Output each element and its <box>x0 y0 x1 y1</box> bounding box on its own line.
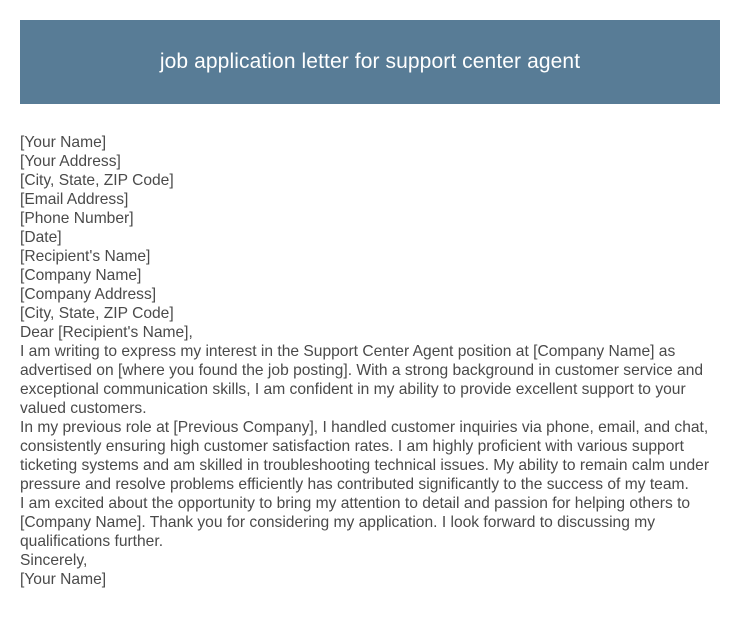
page-title: job application letter for support center agent <box>159 50 581 73</box>
signature: [Your Name] <box>20 571 107 588</box>
sender-email: [Email Address] <box>20 191 129 208</box>
closing: Sincerely, <box>20 552 88 569</box>
letter-body <box>20 133 720 589</box>
recipient-company-address: [Company Address] <box>20 286 157 303</box>
sender-name: [Your Name] <box>20 134 107 151</box>
recipient-name: [Recipient's Name] <box>20 248 151 265</box>
recipient-city-state-zip: [City, State, ZIP Code] <box>20 305 174 322</box>
title-banner <box>20 20 720 104</box>
letter-date: [Date] <box>20 229 62 246</box>
recipient-company: [Company Name] <box>20 267 142 284</box>
paragraph-intro: I am writing to express my interest in the Support Center Agent position at [Company Name] as advertised on [where you found the job posting]. With a strong background in customer service and exceptional communication skills, I am confident in my ability to provide excellent support to your valued customers. <box>20 343 704 417</box>
paragraph-closing: I am excited about the opportunity to bring my attention to detail and passion for helping others to [Company Name]. Thank you for considering my application. I look forward to discussing my qualifications further. <box>20 495 691 550</box>
sender-address: [Your Address] <box>20 153 121 170</box>
sender-phone: [Phone Number] <box>20 210 134 227</box>
sender-city-state-zip: [City, State, ZIP Code] <box>20 172 174 189</box>
salutation: Dear [Recipient's Name], <box>20 324 193 341</box>
paragraph-experience: In my previous role at [Previous Company], I handled customer inquiries via phone, email, and chat, consistently ensuring high customer satisfaction rates. I am highly proficient with various support ticketing systems and am skilled in troubleshooting technical issues. My ability to remain calm under pressure and resolve problems efficiently has contributed significantly to the success of my team. <box>20 419 710 493</box>
